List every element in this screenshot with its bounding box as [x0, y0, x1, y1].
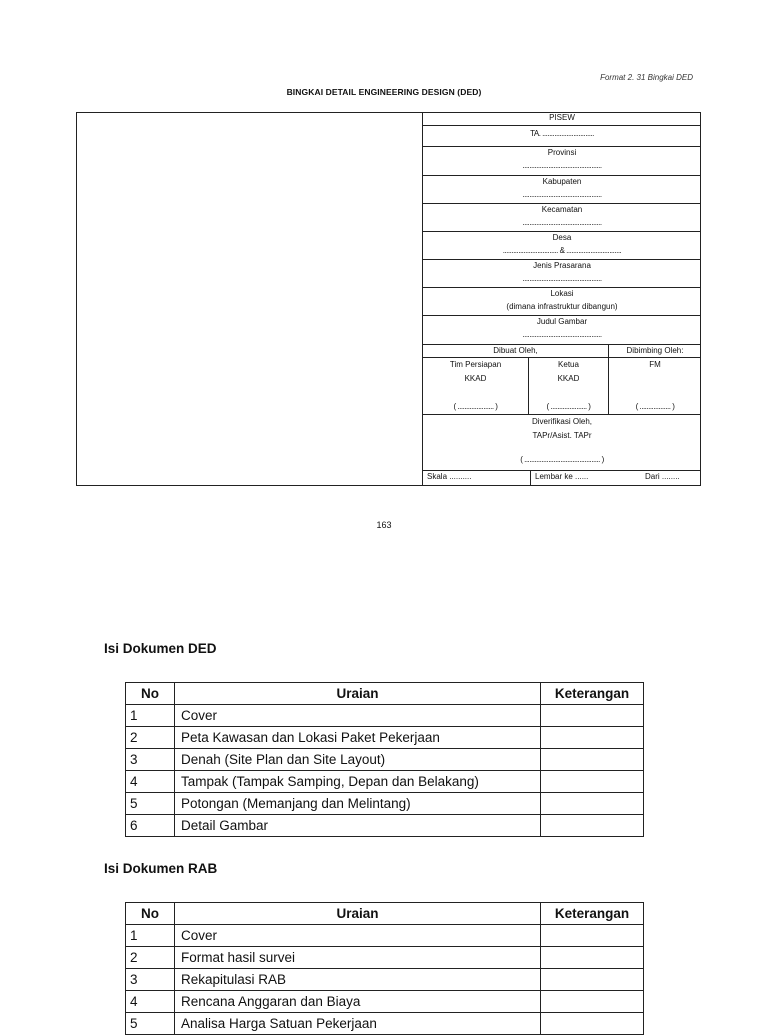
kabupaten-label: Kabupaten — [542, 177, 582, 186]
ta-field: TA. .............................. — [530, 129, 594, 138]
judul-gambar-field: .............................................. — [522, 330, 602, 339]
judul-gambar-row — [423, 316, 701, 345]
dari-field: Dari ........ — [645, 472, 680, 481]
table-row — [126, 749, 644, 771]
row-uraian: Potongan (Memanjang dan Melintang) — [175, 793, 541, 815]
ketua-label: Ketua — [558, 360, 579, 369]
row-uraian: Cover — [175, 925, 541, 947]
fm-signature: ( .................. ) — [635, 402, 675, 411]
desa-label: Desa — [552, 233, 572, 242]
dibimbing-oleh-label: Dibimbing Oleh: — [626, 346, 684, 355]
row-no: 1 — [126, 925, 175, 947]
row-uraian: Denah (Site Plan dan Site Layout) — [175, 749, 541, 771]
kabupaten-field: .............................................. — [522, 190, 602, 199]
header-keterangan: Keterangan — [541, 903, 644, 925]
row-keterangan — [541, 771, 644, 793]
page-title: BINGKAI DETAIL ENGINEERING DESIGN (DED) — [286, 87, 482, 97]
rab-section-title: Isi Dokumen RAB — [104, 861, 218, 876]
table-row — [126, 793, 644, 815]
row-no: 4 — [126, 771, 175, 793]
row-keterangan — [541, 727, 644, 749]
kecamatan-row — [423, 204, 701, 232]
skala-row — [423, 471, 701, 485]
kabupaten-row — [423, 176, 701, 204]
lokasi-row — [423, 288, 701, 316]
jenis-prasarana-label: Jenis Prasarana — [533, 261, 591, 270]
table-row — [126, 969, 644, 991]
format-note: Format 2. 31 Bingkai DED — [600, 73, 693, 82]
row-keterangan — [541, 793, 644, 815]
provinsi-row — [423, 147, 701, 176]
ketua-cell — [529, 358, 609, 414]
table-row — [126, 925, 644, 947]
rab-contents-table — [125, 902, 644, 1035]
row-keterangan — [541, 925, 644, 947]
judul-gambar-label: Judul Gambar — [536, 317, 588, 326]
ta-row — [423, 126, 701, 147]
tim-kkad-label: KKAD — [464, 374, 487, 383]
lokasi-label: Lokasi — [550, 289, 574, 298]
tapr-label: TAPr/Asist. TAPr — [532, 431, 592, 440]
row-no: 1 — [126, 705, 175, 727]
row-no: 4 — [126, 991, 175, 1013]
diverifikasi-label: Diverifikasi Oleh, — [531, 417, 592, 426]
row-keterangan — [541, 749, 644, 771]
row-keterangan — [541, 705, 644, 727]
table-header-row — [126, 683, 644, 705]
row-no: 3 — [126, 749, 175, 771]
row-uraian: Rencana Anggaran dan Biaya — [175, 991, 541, 1013]
table-header-row — [126, 903, 644, 925]
ded-section-title: Isi Dokumen DED — [104, 641, 217, 656]
provinsi-label: Provinsi — [547, 148, 577, 157]
row-keterangan — [541, 969, 644, 991]
kecamatan-label: Kecamatan — [541, 205, 583, 214]
row-uraian: Rekapitulasi RAB — [175, 969, 541, 991]
fm-label: FM — [649, 360, 661, 369]
row-uraian: Detail Gambar — [175, 815, 541, 837]
ketua-kkad-label: KKAD — [557, 374, 580, 383]
provinsi-field: .............................................. — [522, 161, 602, 170]
kecamatan-field: .............................................. — [522, 218, 602, 227]
header-keterangan: Keterangan — [541, 683, 644, 705]
table-row — [126, 947, 644, 969]
tim-signature: ( ..................... ) — [453, 402, 498, 411]
table-row — [126, 771, 644, 793]
title-block — [422, 112, 701, 486]
row-uraian: Peta Kawasan dan Lokasi Paket Pekerjaan — [175, 727, 541, 749]
page-number: 163 — [376, 520, 392, 530]
row-keterangan — [541, 947, 644, 969]
tapr-signature: ( ............................................ ) — [520, 455, 604, 464]
table-row — [126, 727, 644, 749]
tim-persiapan-cell — [423, 358, 529, 414]
row-uraian: Format hasil survei — [175, 947, 541, 969]
header-no: No — [126, 903, 175, 925]
row-no: 2 — [126, 727, 175, 749]
skala-field: Skala .......... — [423, 471, 531, 485]
jenis-prasarana-row — [423, 260, 701, 288]
table-row — [126, 815, 644, 837]
dibuat-oleh-label: Dibuat Oleh, — [423, 345, 609, 357]
header-no: No — [126, 683, 175, 705]
fm-cell — [609, 358, 701, 414]
table-row — [126, 991, 644, 1013]
row-uraian: Analisa Harga Satuan Pekerjaan — [175, 1013, 541, 1035]
tim-persiapan-label: Tim Persiapan — [449, 360, 502, 369]
ded-contents-table — [125, 682, 644, 837]
row-uraian: Cover — [175, 705, 541, 727]
header-uraian: Uraian — [175, 683, 541, 705]
pisew-row — [423, 112, 701, 126]
row-uraian: Tampak (Tampak Samping, Depan dan Belakang) — [175, 771, 541, 793]
dibuat-row — [423, 345, 701, 358]
jenis-prasarana-field: .............................................. — [522, 274, 602, 283]
row-no: 2 — [126, 947, 175, 969]
row-keterangan — [541, 991, 644, 1013]
row-no: 5 — [126, 793, 175, 815]
desa-field: ................................ & ................................ — [502, 246, 622, 255]
row-keterangan — [541, 815, 644, 837]
pisew-label: PISEW — [549, 113, 575, 122]
row-no: 3 — [126, 969, 175, 991]
lembar-field: Lembar ke ...... — [535, 472, 589, 481]
header-uraian: Uraian — [175, 903, 541, 925]
signers-row — [423, 358, 701, 415]
verifikasi-row — [423, 415, 701, 471]
ketua-signature: ( ..................... ) — [546, 402, 591, 411]
table-row — [126, 705, 644, 727]
row-no: 5 — [126, 1013, 175, 1035]
desa-row — [423, 232, 701, 260]
row-no: 6 — [126, 815, 175, 837]
lokasi-note: (dimana infrastruktur dibangun) — [506, 302, 618, 311]
